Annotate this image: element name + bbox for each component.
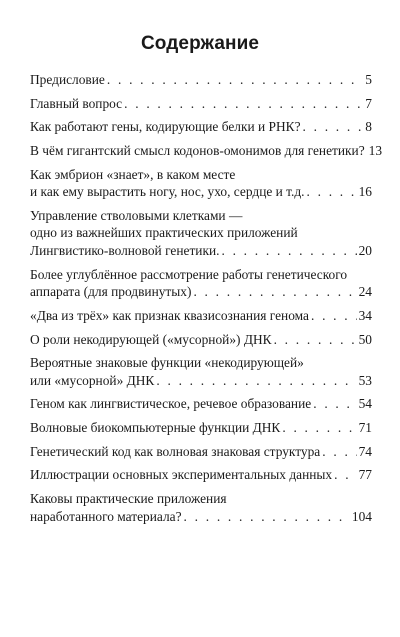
- dot-leader: [282, 419, 356, 437]
- toc-entry: [30, 354, 372, 389]
- page-number: 7: [365, 95, 372, 111]
- toc-entry-leader-row: [30, 283, 372, 301]
- dot-leader: [313, 395, 356, 413]
- toc-entry-title: Геном как лингвистическое, речевое образование: [30, 396, 312, 412]
- toc-entry-title: Волновые биокомпьютерные функции ДНК: [30, 420, 281, 436]
- toc-entry-title-line: одно из важнейших практических приложений: [30, 225, 298, 241]
- dot-leader: [322, 443, 356, 461]
- toc-entry-title: наработанного материала?: [30, 508, 182, 524]
- toc-entry-title: Предисловие: [30, 72, 105, 87]
- toc-entry: [30, 331, 372, 349]
- page-number: 24: [358, 284, 372, 300]
- page-number: 71: [358, 420, 372, 436]
- page-number: 5: [365, 72, 372, 87]
- toc-entry: [30, 307, 372, 325]
- toc-entry-leader-row: [30, 331, 372, 349]
- toc-entry-title: «Два из трёх» как признак квазисознания генома: [30, 307, 309, 323]
- page-number: 13: [368, 143, 383, 159]
- toc-entry: [30, 443, 372, 461]
- toc-entry-title: аппарата (для продвинутых): [30, 284, 192, 300]
- toc-entry-title-line: Каковы практические приложения: [30, 491, 227, 507]
- toc-entry: [30, 166, 372, 201]
- dot-leader: [221, 242, 356, 260]
- dot-leader: [107, 71, 363, 89]
- toc-entry-leader-row: [30, 95, 372, 113]
- toc-entry-leader-row: [30, 183, 372, 201]
- toc-entry-title: или «мусорной» ДНК: [30, 372, 155, 388]
- dot-leader: [334, 466, 356, 484]
- toc-entry: [30, 395, 372, 413]
- toc-entry-title: Генетический код как волновая знаковая структура: [30, 443, 321, 459]
- toc-entry: [30, 71, 372, 89]
- toc-entry: [30, 207, 372, 260]
- table-of-contents: [30, 71, 383, 525]
- page-number: 34: [358, 307, 372, 323]
- page-number: 20: [358, 242, 372, 258]
- toc-entry-title: Иллюстрации основных экспериментальных данных: [30, 467, 333, 483]
- toc-entry-title: О роли некодирующей («мусорной») ДНК: [30, 331, 272, 347]
- toc-entry: [30, 466, 372, 484]
- page-number: 53: [358, 372, 372, 388]
- toc-entry-leader-row: [30, 242, 372, 260]
- page-number: 8: [365, 119, 372, 135]
- toc-entry: [30, 419, 372, 437]
- toc-entry-leader-row: [30, 508, 372, 526]
- toc-entry-title: Лингвистико-волновой генетики.: [30, 242, 220, 258]
- page-number: 104: [351, 508, 372, 524]
- toc-entry: [30, 490, 372, 525]
- dot-leader: [124, 95, 363, 113]
- toc-entry-leader-row: [30, 443, 372, 461]
- dot-leader: [274, 331, 357, 349]
- page-number: 16: [358, 184, 372, 200]
- toc-entry-leader-row: [30, 372, 372, 390]
- toc-entry-title-line: Как эмбрион «знает», в каком месте: [30, 166, 236, 182]
- page-number: 77: [358, 467, 372, 483]
- toc-entry-leader-row: [30, 71, 372, 89]
- dot-leader: [307, 183, 357, 201]
- dot-leader: [303, 118, 364, 136]
- toc-entry-leader-row: [30, 419, 372, 437]
- toc-entry-title-line: Более углублённое рассмотрение работы генетического: [30, 266, 348, 282]
- dot-leader: [156, 372, 356, 390]
- toc-entry-title-line: Вероятные знаковые функции «некодирующей»: [30, 355, 304, 371]
- dot-leader: [311, 307, 357, 325]
- toc-entry-title: Как работают гены, кодирующие белки и РНК?: [30, 119, 301, 135]
- dot-leader: [193, 283, 356, 301]
- toc-entry-leader-row: [30, 307, 372, 325]
- toc-entry-title: Главный вопрос: [30, 95, 123, 111]
- toc-entry: [30, 266, 372, 301]
- toc-entry: [30, 95, 372, 113]
- toc-entry-title: и как ему вырастить ногу, нос, ухо, сердце и т.д.: [30, 184, 305, 200]
- toc-entry-title-line: Управление стволовыми клетками —: [30, 207, 243, 223]
- toc-entry-title: В чём гигантский смысл кодонов-омонимов для генетики?: [30, 143, 365, 159]
- toc-entry-leader-row: [30, 118, 372, 136]
- page-number: 50: [358, 331, 372, 347]
- toc-entry-leader-row: [30, 395, 372, 413]
- page-title: Содержание: [140, 33, 260, 54]
- toc-entry: [30, 118, 372, 136]
- dot-leader: [184, 508, 350, 526]
- page-number: 74: [358, 443, 372, 459]
- toc-entry-leader-row: [30, 142, 383, 160]
- toc-entry-leader-row: [30, 466, 372, 484]
- page-number: 54: [358, 396, 372, 412]
- toc-entry: [30, 142, 383, 160]
